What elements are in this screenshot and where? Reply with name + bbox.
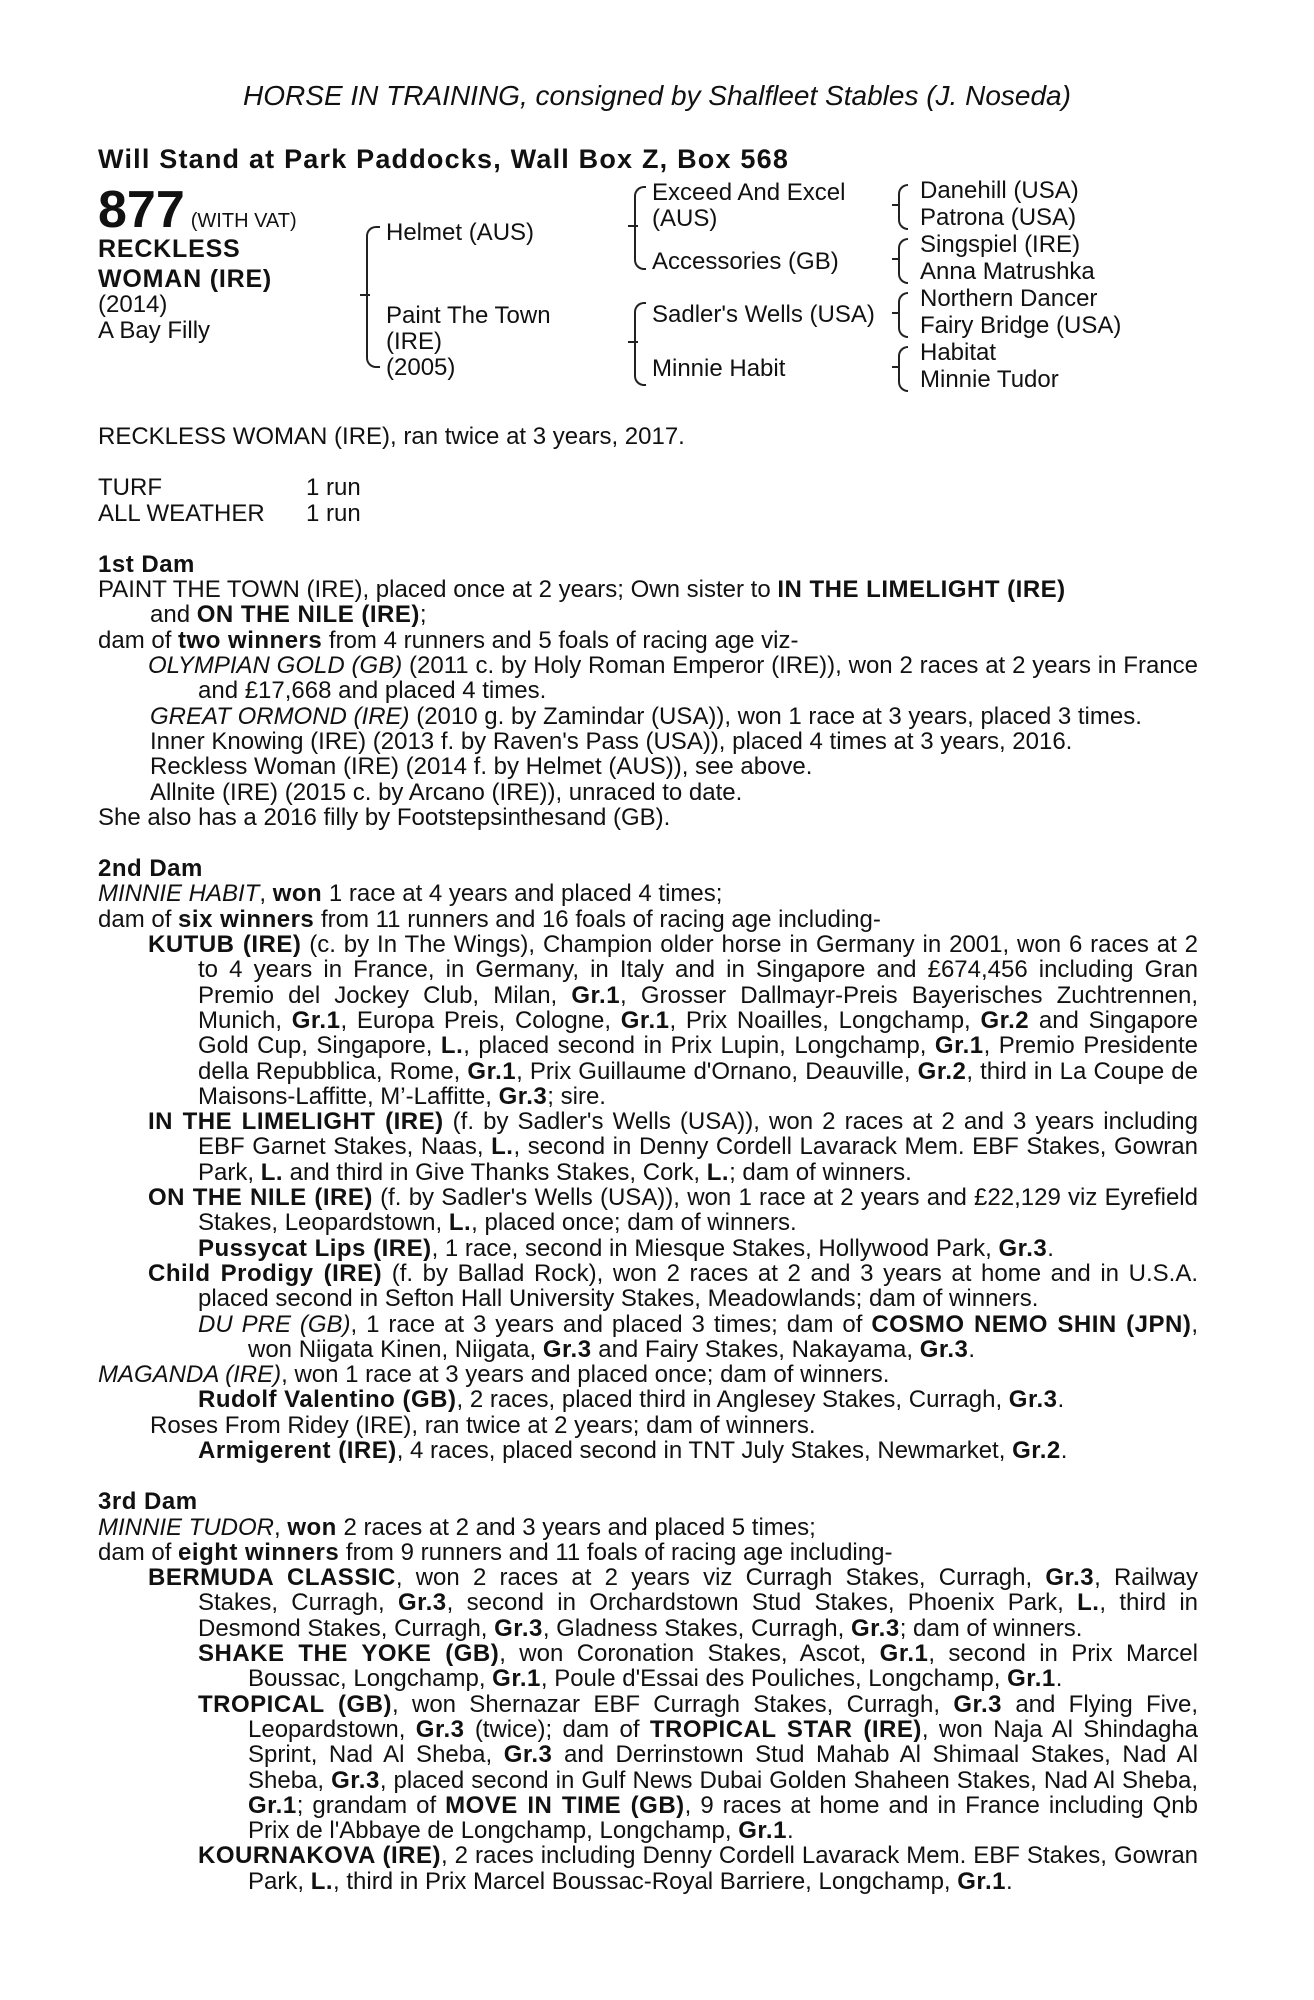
produce-entry: Child Prodigy (IRE) (f. by Ballad Rock), won 2 races at 2 and 3 years at home and in U.S.A. placed second in Sefton Hall University Stakes, Meadowlands; dam of winners. <box>148 1259 1198 1313</box>
horse-description: A Bay Filly <box>98 317 211 344</box>
produce-entry: KUTUB (IRE) (c. by In The Wings), Champion older horse in Germany in 2001, won 6 races at 2 to 4 years in France, in Germany, in Italy and in Singapore and £674,456 including Gran Premio del Jockey Club, Milan, Gr.1, Grosser Dallmayr-Preis Bayerisches Zuchtrennen, Munich, Gr.1, Europa Preis, Cologne, Gr.1, Prix Noailles, Longchamp, Gr.2 and Singapore Gold Cup, Singapore, L., placed second in Prix Lupin, Longchamp, Gr.1, Premio Presidente della Repubblica, Rome, Gr.1, Prix Guillaume d'Ornano, Deauville, Gr.2, third in La Coupe de Maisons-Laffitte, M’-Laffitte, Gr.3; sire. <box>148 931 1199 1110</box>
produce-entry: Pussycat Lips (IRE), 1 race, second in Miesque Stakes, Hollywood Park, Gr.3. <box>198 1234 1054 1262</box>
pedigree-sire-sire: Exceed And Excel (AUS) <box>652 179 846 232</box>
first-dam-line: PAINT THE TOWN (IRE), placed once at 2 years; Own sister to IN THE LIMELIGHT (IRE) <box>98 576 1066 604</box>
produce-entry: MAGANDA (IRE), won 1 race at 3 years and placed once; dam of winners. <box>98 1361 890 1389</box>
all-weather-label: ALL WEATHER <box>98 499 265 527</box>
pedigree-dam-sire: Sadler's Wells (USA) <box>652 301 875 328</box>
pedigree-dam: Paint The Town (IRE) (2005) <box>386 302 551 381</box>
produce-entry: Roses From Ridey (IRE), ran twice at 2 years; dam of winners. <box>150 1411 816 1439</box>
turf-label: TURF <box>98 474 162 502</box>
first-dam-line: and ON THE NILE (IRE); <box>150 601 427 629</box>
pedigree-brace-2a <box>634 186 646 270</box>
lot-header <box>98 181 297 239</box>
produce-note: She also has a 2016 filly by Footstepsinthesand (GB). <box>98 803 671 831</box>
lot-number: 877 <box>98 181 185 239</box>
produce-entry: SHAKE THE YOKE (GB), won Coronation Stakes, Ascot, Gr.1, second in Prix Marcel Boussac, Longchamp, Gr.1, Poule d'Essai des Pouliches, Longchamp, Gr.1. <box>198 1640 1198 1693</box>
horse-name <box>98 234 338 294</box>
horse-year: (2014) <box>98 291 168 318</box>
produce-entry: TROPICAL (GB), won Shernazar EBF Curragh Stakes, Curragh, Gr.3 and Flying Five, Leopardstown, Gr.3 (twice); dam of TROPICAL STAR (IRE), won Naja Al Shindagha Sprint, Nad Al Sheba, Gr.3 and Derrinstown Stud Mahab Al Shimaal Stakes, Nad Al Sheba, Gr.3, placed second in Gulf News Dubai Golden Shaheen Stakes, Nad Al Sheba, Gr.1; grandam of MOVE IN TIME (GB), 9 races at home and in France including Qnb Prix de l'Abbaye de Longchamp, Longchamp, Gr.1. <box>198 1690 1199 1845</box>
pedigree-brace-3a <box>898 184 908 230</box>
vat-note: (WITH VAT) <box>190 210 297 232</box>
pedigree-g8: Minnie Tudor <box>920 366 1059 393</box>
third-dam-heading: 3rd Dam <box>98 1488 198 1516</box>
turf-value: 1 run <box>306 474 361 502</box>
produce-entry: GREAT ORMOND (IRE) (2010 g. by Zamindar (USA)), won 1 race at 3 years, placed 3 times. <box>150 702 1142 730</box>
produce-entry: Rudolf Valentino (GB), 2 races, placed third in Anglesey Stakes, Curragh, Gr.3. <box>198 1386 1065 1414</box>
pedigree-brace-3c <box>898 292 908 338</box>
second-dam-produce-summary: dam of six winners from 11 runners and 16 foals of racing age including- <box>98 905 881 933</box>
pedigree-g3: Singspiel (IRE) <box>920 231 1081 258</box>
horse-name-line2: WOMAN (IRE) <box>98 265 273 293</box>
second-dam-heading: 2nd Dam <box>98 855 203 883</box>
pedigree-g6: Fairy Bridge (USA) <box>920 312 1122 339</box>
second-dam-line: MINNIE HABIT, won 1 race at 4 years and placed 4 times; <box>98 880 723 908</box>
produce-entry: DU PRE (GB), 1 race at 3 years and placed 3 times; dam of COSMO NEMO SHIN (JPN), won Niigata Kinen, Niigata, Gr.3 and Fairy Stakes, Nakayama, Gr.3. <box>198 1310 1198 1363</box>
page-title: HORSE IN TRAINING, consigned by Shalfleet Stables (J. Noseda) <box>243 80 1071 111</box>
produce-entry: Inner Knowing (IRE) (2013 f. by Raven's Pass (USA)), placed 4 times at 3 years, 2016. <box>150 727 1073 755</box>
first-dam-produce-summary: dam of two winners from 4 runners and 5 foals of racing age viz- <box>98 626 799 654</box>
produce-entry: IN THE LIMELIGHT (IRE) (f. by Sadler's Wells (USA)), won 2 races at 2 and 3 years including EBF Garnet Stakes, Naas, L., second in Denny Cordell Lavarack Mem. EBF Stakes, Gowran Park, L. and third in Give Thanks Stakes, Cork, L.; dam of winners. <box>148 1108 1198 1186</box>
horse-name-line1: RECKLESS <box>98 235 241 263</box>
produce-entry: OLYMPIAN GOLD (GB) (2011 c. by Holy Roman Emperor (IRE)), won 2 races at 2 years in France and £17,668 and placed 4 times. <box>148 652 1199 705</box>
produce-entry: Allnite (IRE) (2015 c. by Arcano (IRE)), unraced to date. <box>150 778 743 806</box>
produce-entry: Armigerent (IRE), 4 races, placed second in TNT July Stakes, Newmarket, Gr.2. <box>198 1436 1068 1464</box>
produce-entry: BERMUDA CLASSIC, won 2 races at 2 years viz Curragh Stakes, Curragh, Gr.3, Railway Stakes, Curragh, Gr.3, second in Orchardstown Stud Stakes, Phoenix Park, L., third in Desmond Stakes, Curragh, Gr.3, Gladness Stakes, Curragh, Gr.3; dam of winners. <box>148 1564 1198 1642</box>
pedigree-dam-dam: Minnie Habit <box>652 355 786 382</box>
produce-entry: KOURNAKOVA (IRE), 2 races including Denny Cordell Lavarack Mem. EBF Stakes, Gowran Park, L., third in Prix Marcel Boussac-Royal Barriere, Longchamp, Gr.1. <box>198 1842 1199 1895</box>
pedigree-brace-3d <box>898 346 908 392</box>
pedigree-sire: Helmet (AUS) <box>386 219 535 246</box>
pedigree-g5: Northern Dancer <box>920 285 1098 312</box>
produce-entry: Reckless Woman (IRE) (2014 f. by Helmet (AUS)), see above. <box>150 753 813 781</box>
third-dam-produce-summary: dam of eight winners from 9 runners and 11 foals of racing age including- <box>98 1538 893 1566</box>
produce-entry: ON THE NILE (IRE) (f. by Sadler's Wells (USA)), won 1 race at 2 years and £22,129 viz Eyrefield Stakes, Leopardstown, L., placed once; dam of winners. <box>148 1184 1198 1237</box>
race-record-summary: RECKLESS WOMAN (IRE), ran twice at 3 years, 2017. <box>98 423 685 450</box>
stand-location: Will Stand at Park Paddocks, Wall Box Z, Box 568 <box>98 144 790 174</box>
pedigree-brace-2b <box>634 302 646 386</box>
catalogue-body <box>98 424 1198 1894</box>
third-dam-line: MINNIE TUDOR, won 2 races at 2 and 3 years and placed 5 times; <box>98 1513 816 1541</box>
pedigree-brace-3b <box>898 238 908 284</box>
pedigree-g7: Habitat <box>920 339 997 366</box>
pedigree-g2: Patrona (USA) <box>920 204 1077 231</box>
pedigree-sire-dam: Accessories (GB) <box>652 248 839 275</box>
pedigree-g4: Anna Matrushka <box>920 258 1095 285</box>
pedigree-brace-1 <box>366 226 380 368</box>
all-weather-value: 1 run <box>306 499 361 527</box>
pedigree-g1: Danehill (USA) <box>920 177 1079 204</box>
horse-meta <box>98 292 210 344</box>
first-dam-heading: 1st Dam <box>98 550 195 578</box>
race-record-stats <box>98 475 1198 526</box>
